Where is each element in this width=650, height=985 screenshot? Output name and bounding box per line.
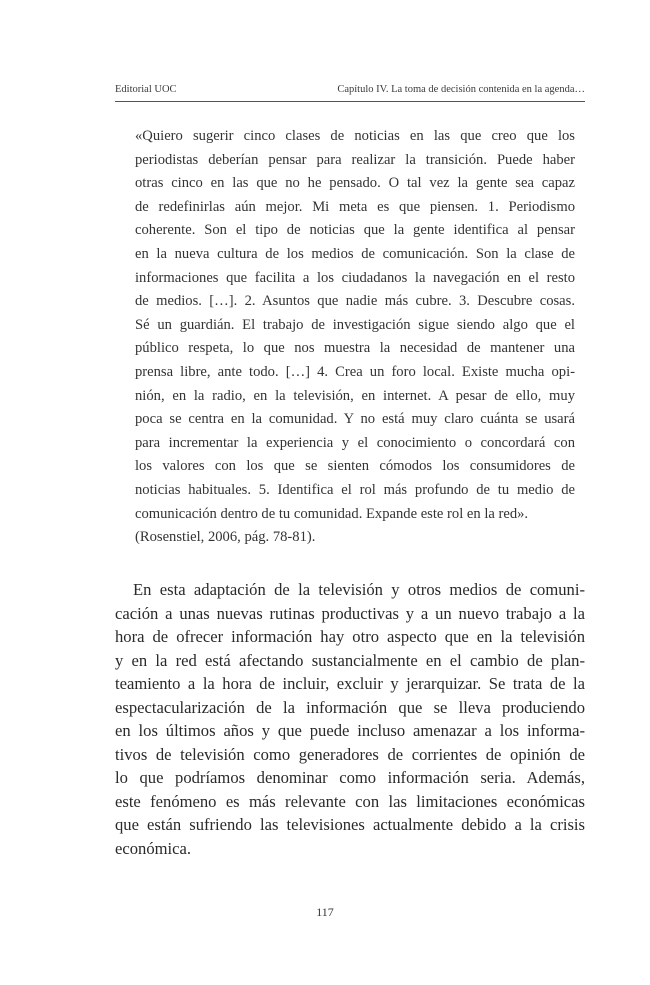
quote-line: para incrementar la experiencia y el conocimiento o concordará con [135, 434, 575, 451]
body-paragraph [115, 578, 585, 860]
body-line: teamiento a la hora de incluir, excluir y jerarquizar. Se trata de la [115, 674, 585, 693]
body-line: cación a unas nuevas rutinas productivas y a un nuevo trabajo a la [115, 603, 585, 623]
header-chapter-title: Capítulo IV. La toma de decisión contenida en la agenda… [337, 84, 585, 95]
quote-line: de medios. […]. 2. Asuntos que nadie más cubre. 3. Descubre cosas. [135, 293, 575, 310]
quote-line: periodistas deberían pensar para realizar la transición. Puede haber [135, 151, 575, 168]
quote-line: comunicación dentro de tu comunidad. Expande este rol en la red». [135, 505, 529, 522]
body-line: que están sufriendo las televisiones actualmente debido a la crisis [115, 815, 585, 834]
quote-line: poca se centra en la comunidad. Y no está muy claro cuánta se usará [135, 411, 575, 428]
header-divider [115, 101, 585, 102]
body-line: En esta adaptación de la televisión y otros medios de comuni- [133, 580, 585, 599]
quote-line: prensa libre, ante todo. […] 4. Crea un foro local. Existe mucha opi- [135, 363, 575, 380]
body-line: tivos de televisión como generadores de corrientes de opinión de [115, 744, 585, 764]
quote-line: nión, en la radio, en la televisión, en internet. A pesar de ello, muy [135, 387, 575, 404]
quote-line: «Quiero sugerir cinco clases de noticias en las que creo que los [135, 128, 575, 144]
running-header [115, 83, 585, 97]
body-line: hora de ofrecer información hay otro aspecto que en la televisión [115, 627, 585, 646]
body-line: espectacularización de la información que se lleva produciendo [115, 697, 585, 717]
quote-line: otras cinco en las que no he pensado. O tal vez la gente sea capaz [135, 175, 575, 192]
body-line: lo que podríamos denominar como información seria. Además, [115, 768, 585, 787]
body-line: este fenómeno es más relevante con las limitaciones económicas [115, 791, 585, 811]
quote-line: Sé un guardián. El trabajo de investigación sigue siendo algo que el [135, 316, 575, 333]
quote-citation: (Rosenstiel, 2006, pág. 78-81). [135, 529, 316, 546]
quote-line: informaciones que facilita a los ciudadanos la navegación en el resto [135, 269, 575, 286]
header-publisher: Editorial UOC [115, 84, 177, 95]
quote-line: en la nueva cultura de los medios de comunicación. Son la clase de [135, 245, 575, 262]
block-quote [135, 125, 575, 550]
quote-line: los valores con los que se sienten cómodos los consumidores de [135, 458, 575, 475]
body-line: en los últimos años y que puede incluso amenazar a los informa- [115, 721, 585, 740]
quote-line: de redefinirlas aún mejor. Mi meta es que piensen. 1. Periodismo [135, 198, 575, 215]
quote-line: noticias habituales. 5. Identifica el rol más profundo de tu medio de [135, 481, 575, 498]
page-number: 117 [316, 905, 334, 919]
body-line: económica. [115, 838, 192, 858]
body-line: y en la red está afectando sustancialmente en el cambio de plan- [115, 650, 585, 670]
quote-line: público respeta, lo que nos muestra la necesidad de mantener una [135, 340, 575, 357]
quote-line: coherente. Son el tipo de noticias que la gente identifica al pensar [135, 222, 575, 239]
